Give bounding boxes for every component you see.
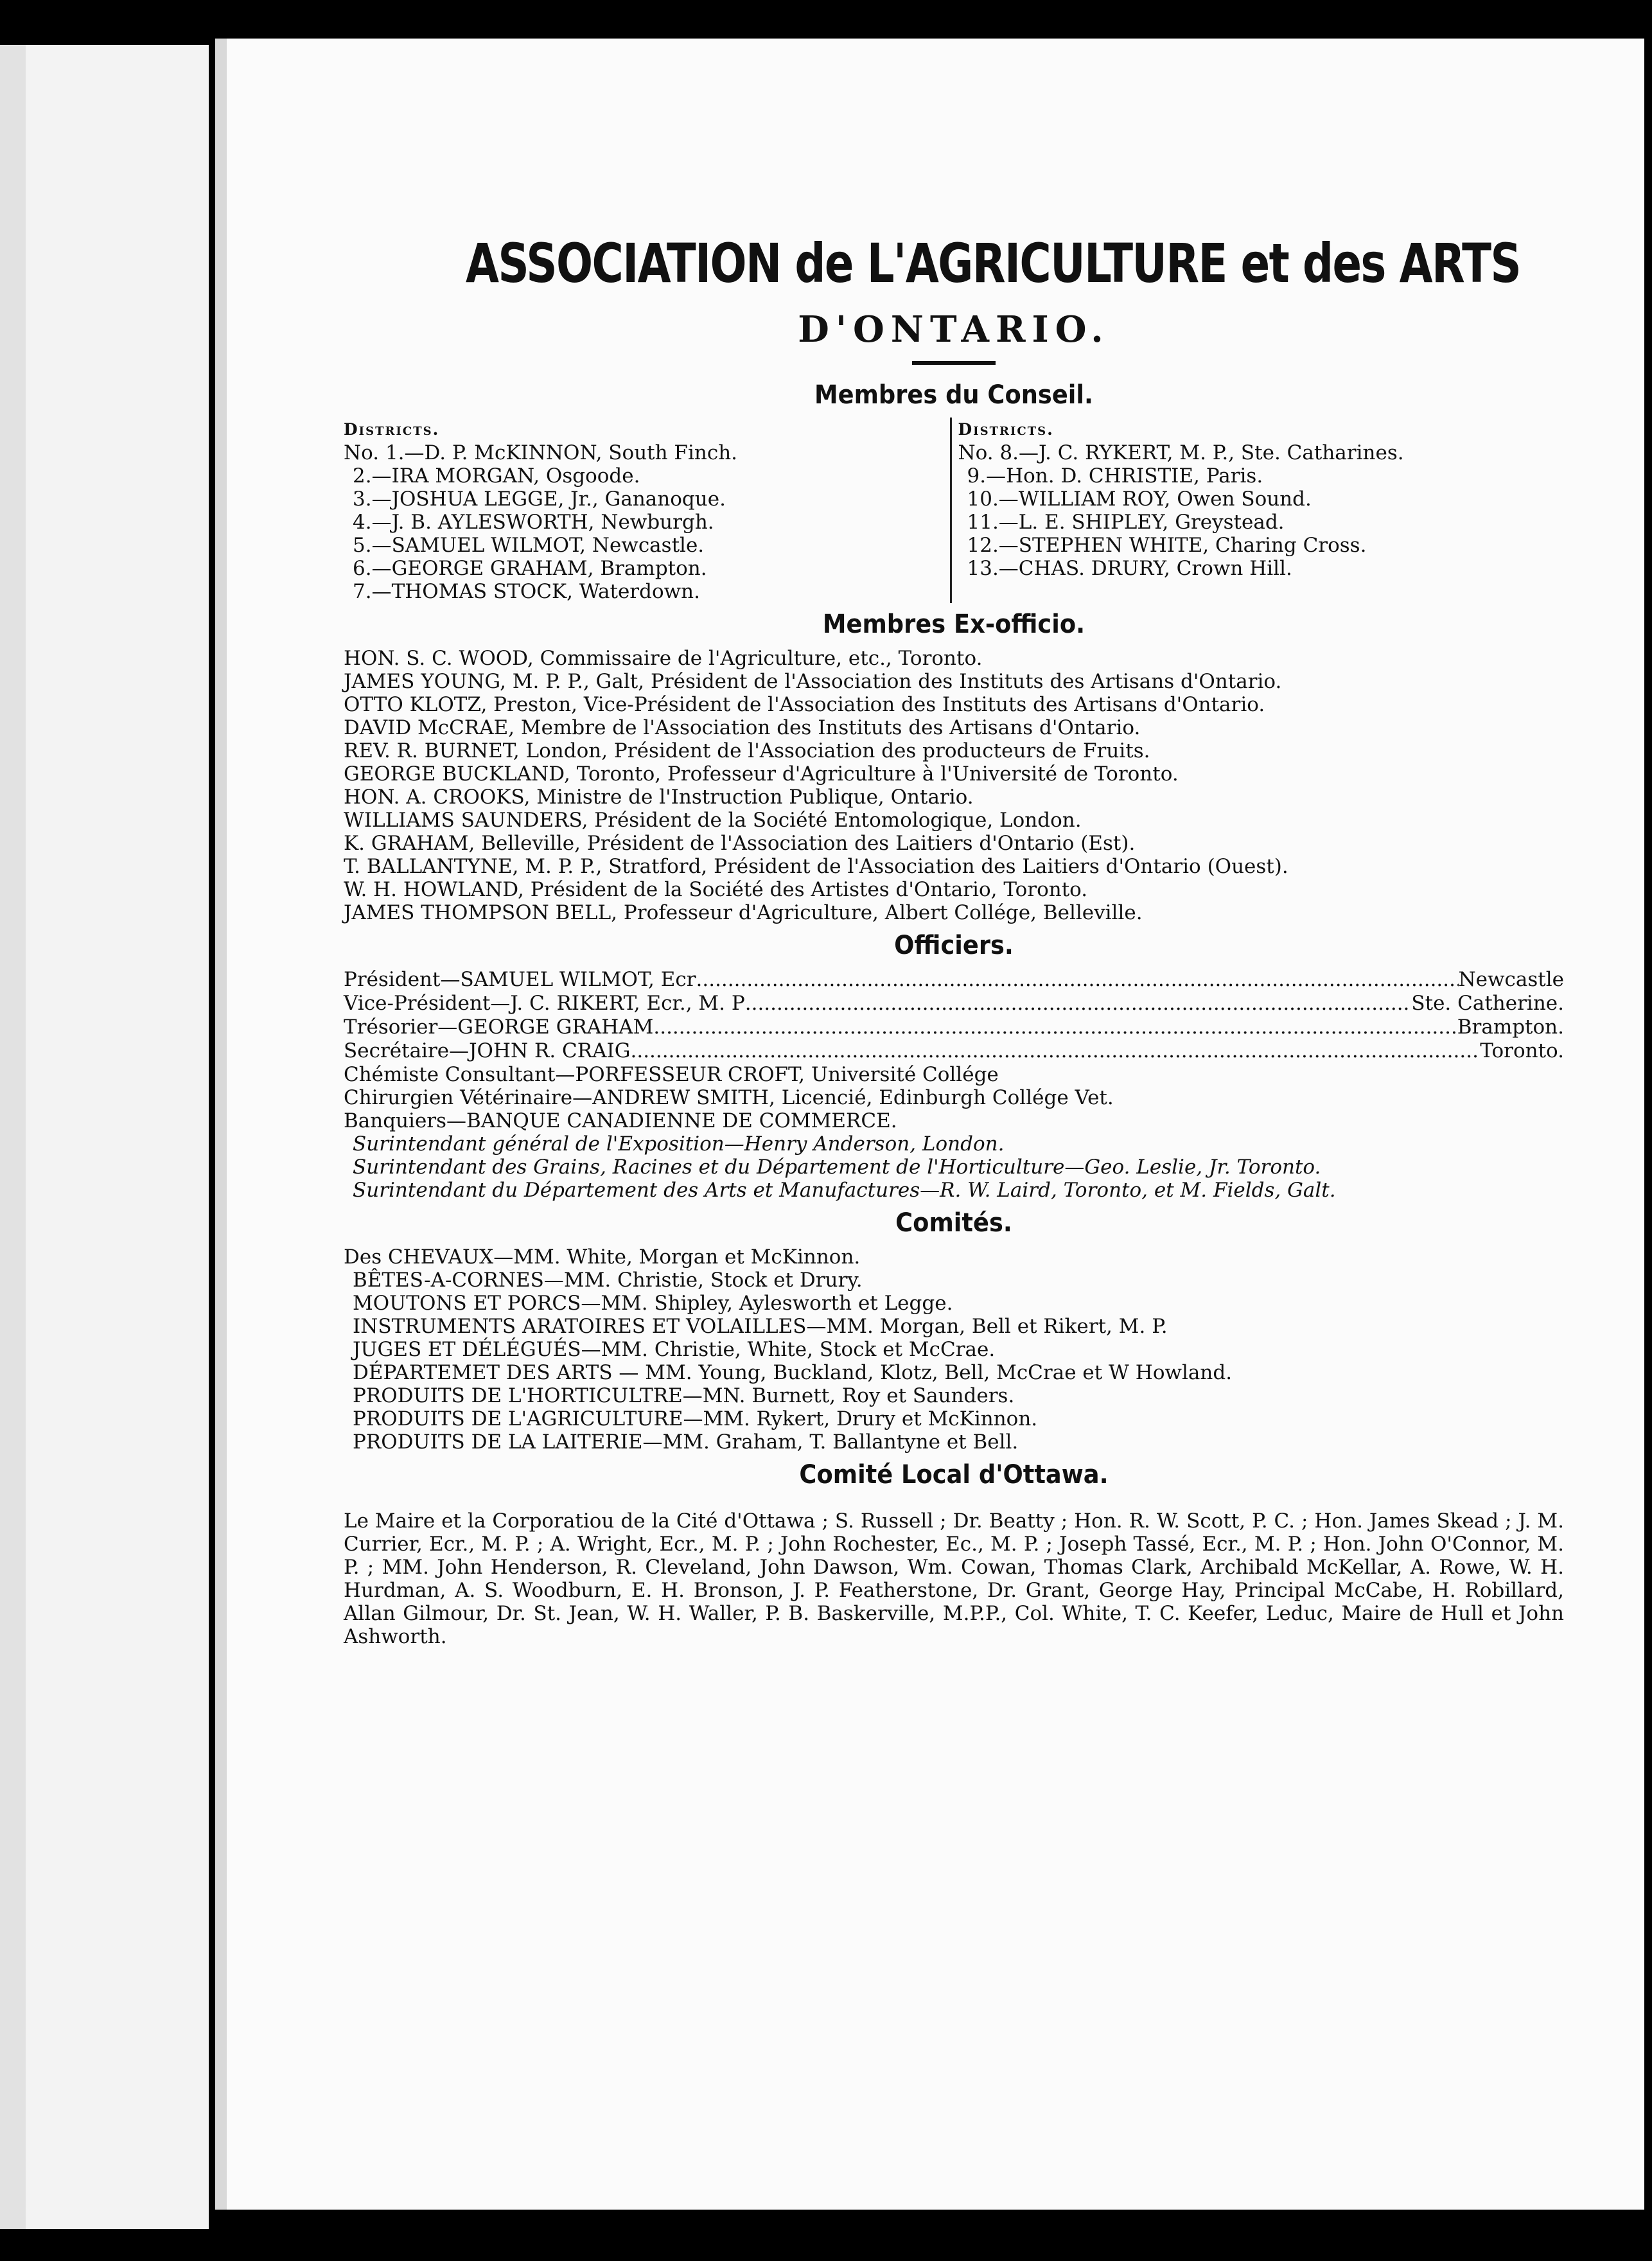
officer-place: Newcastle xyxy=(1458,968,1564,991)
exofficio-entry: REV. R. BURNET, London, Président de l'Association des producteurs de Fruits. xyxy=(344,739,1150,762)
comite-entry: JUGES ET DÉLÉGUÉS—MM. Christie, White, Stock et McCrae. xyxy=(353,1338,996,1361)
officer-place: Ste. Catherine. xyxy=(1411,992,1564,1015)
conseil-entry: No. 8.—J. C. RYKERT, M. P., Ste. Catharines. xyxy=(958,441,1404,464)
comite-entry: PRODUITS DE L'HORTICULTRE—MN. Burnett, Roy et Saunders. xyxy=(353,1384,1015,1407)
exofficio-entry: HON. S. C. WOOD, Commissaire de l'Agriculture, etc., Toronto. xyxy=(344,647,983,670)
officer-label: Président—SAMUEL WILMOT, Ecr xyxy=(344,968,696,991)
districts-label: Districts. xyxy=(958,420,1054,439)
conseil-left-column xyxy=(344,418,950,603)
facing-page xyxy=(0,45,209,2229)
page-title: ASSOCIATION de L'AGRICULTURE et des ARTS xyxy=(466,232,1521,295)
comite-entry: BÊTES-A-CORNES—MM. Christie, Stock et Drury. xyxy=(353,1269,863,1292)
officer-place: Brampton. xyxy=(1457,1016,1564,1039)
officer-place: Toronto. xyxy=(1480,1039,1564,1062)
conseil-entry: 9.—Hon. D. CHRISTIE, Paris. xyxy=(967,464,1263,488)
conseil-entry: 6.—GEORGE GRAHAM, Brampton. xyxy=(353,557,707,580)
districts-label: Districts. xyxy=(344,420,440,439)
exofficio-entry: OTTO KLOTZ, Preston, Vice-Président de l'Association des Instituts des Artisans d'Ontario. xyxy=(344,693,1265,716)
conseil-entry: 10.—WILLIAM ROY, Owen Sound. xyxy=(967,488,1312,511)
conseil-entry: 13.—CHAS. DRURY, Crown Hill. xyxy=(967,557,1292,580)
exofficio-entry: JAMES THOMPSON BELL, Professeur d'Agriculture, Albert Collége, Belleville. xyxy=(344,901,1143,924)
superintendent-entry: Surintendant des Grains, Racines et du Département de l'Horticulture—Geo. Leslie, Jr. Toronto. xyxy=(353,1156,1321,1179)
officer-other: Banquiers—BANQUE CANADIENNE DE COMMERCE. xyxy=(344,1109,897,1132)
exofficio-entry: GEORGE BUCKLAND, Toronto, Professeur d'Agriculture à l'Université de Toronto. xyxy=(344,762,1179,786)
officer-label: Vice-Président—J. C. RIKERT, Ecr., M. P xyxy=(344,992,745,1015)
page-fold xyxy=(215,39,227,2210)
conseil-right-column xyxy=(950,418,1565,603)
conseil-columns xyxy=(344,418,1564,603)
dot-leader xyxy=(696,968,1459,992)
dot-leader xyxy=(745,992,1412,1016)
facing-page-edge xyxy=(0,45,26,2229)
officer-label: Trésorier—GEORGE GRAHAM xyxy=(344,1016,654,1039)
section-heading-officiers: Officiers. xyxy=(894,931,1014,960)
document-page xyxy=(215,39,1644,2210)
conseil-entry: 2.—IRA MORGAN, Osgoode. xyxy=(353,464,640,488)
conseil-entry: 7.—THOMAS STOCK, Waterdown. xyxy=(353,580,700,603)
conseil-entry: 3.—JOSHUA LEGGE, Jr., Gananoque. xyxy=(353,488,726,511)
dot-leader xyxy=(631,1039,1481,1063)
officer-row xyxy=(344,1039,1564,1063)
section-heading-conseil: Membres du Conseil. xyxy=(814,380,1094,410)
exofficio-entry: DAVID McCRAE, Membre de l'Association des Instituts des Artisans d'Ontario. xyxy=(344,716,1141,739)
comite-entry: PRODUITS DE L'AGRICULTURE—MM. Rykert, Drury et McKinnon. xyxy=(353,1407,1038,1430)
exofficio-entry: W. H. HOWLAND, Président de la Société des Artistes d'Ontario, Toronto. xyxy=(344,878,1088,901)
page-content xyxy=(344,231,1564,1668)
section-heading-local: Comité Local d'Ottawa. xyxy=(799,1460,1109,1490)
officer-other: Chirurgien Vétérinaire—ANDREW SMITH, Licencié, Edinburgh Collége Vet. xyxy=(344,1086,1114,1109)
title-rule xyxy=(912,361,996,365)
dot-leader xyxy=(653,1016,1457,1039)
officer-other: Chémiste Consultant—PORFESSEUR CROFT, Université Collége xyxy=(344,1063,999,1086)
section-heading-exofficio: Membres Ex-officio. xyxy=(822,610,1085,639)
officer-row xyxy=(344,968,1564,992)
local-committee-text: Le Maire et la Corporatiou de la Cité d'Ottawa ; S. Russell ; Dr. Beatty ; Hon. R. W. Scott, P. C. ; Hon. James Skead ; J. M. Currier, Ecr., M. P. ; A. Wright, Ecr., M. P. ; John Rochester, Ec., M. P. ; Joseph Tassé, Ecr., M. P. ; Hon. John O'Connor, M. P. ; MM. John Henderson, R. Cleveland, John Dawson, Wm. Cowan, Thomas Clark, Archibald McKellar, A. Rowe, W. H. Hurdman, A. S. Woodburn, E. H. Bronson, J. P. Featherstone, Dr. Grant, George Hay, Principal McCabe, H. Robillard, Allan Gilmour, Dr. St. Jean, W. H. Waller, P. B. Baskerville, M.P.P., Col. White, T. C. Keefer, Leduc, Maire de Hull et John Ashworth. xyxy=(344,1509,1564,1648)
comite-entry: Des CHEVAUX—MM. White, Morgan et McKinnon. xyxy=(344,1245,861,1269)
exofficio-entry: K. GRAHAM, Belleville, Président de l'Association des Laitiers d'Ontario (Est). xyxy=(344,832,1136,855)
officer-row xyxy=(344,992,1564,1016)
page-subtitle: D'ONTARIO. xyxy=(798,308,1110,351)
conseil-entry: 12.—STEPHEN WHITE, Charing Cross. xyxy=(967,534,1367,557)
comite-entry: MOUTONS ET PORCS—MM. Shipley, Aylesworth et Legge. xyxy=(353,1292,953,1315)
comite-entry: PRODUITS DE LA LAITERIE—MM. Graham, T. Ballantyne et Bell. xyxy=(353,1430,1019,1454)
exofficio-entry: HON. A. CROOKS, Ministre de l'Instruction Publique, Ontario. xyxy=(344,786,974,809)
officer-row xyxy=(344,1016,1564,1039)
section-heading-comites: Comités. xyxy=(895,1208,1012,1238)
conseil-entry: 5.—SAMUEL WILMOT, Newcastle. xyxy=(353,534,705,557)
conseil-entry: 4.—J. B. AYLESWORTH, Newburgh. xyxy=(353,511,714,534)
conseil-entry: 11.—L. E. SHIPLEY, Greystead. xyxy=(967,511,1285,534)
comite-entry: INSTRUMENTS ARATOIRES ET VOLAILLES—MM. Morgan, Bell et Rikert, M. P. xyxy=(353,1315,1168,1338)
comite-entry: DÉPARTEMET DES ARTS — MM. Young, Buckland, Klotz, Bell, McCrae et W Howland. xyxy=(353,1361,1233,1384)
superintendent-entry: Surintendant général de l'Exposition—Henry Anderson, London. xyxy=(353,1132,1005,1156)
exofficio-entry: JAMES YOUNG, M. P. P., Galt, Président de l'Association des Instituts des Artisans d'Ontario. xyxy=(344,670,1282,693)
officer-label: Secrétaire—JOHN R. CRAIG xyxy=(344,1039,631,1062)
superintendent-entry: Surintendant du Département des Arts et Manufactures—R. W. Laird, Toronto, et M. Fields, Galt. xyxy=(353,1179,1336,1202)
conseil-entry: No. 1.—D. P. McKINNON, South Finch. xyxy=(344,441,738,464)
exofficio-entry: T. BALLANTYNE, M. P. P., Stratford, Président de l'Association des Laitiers d'Ontario (Ouest). xyxy=(344,855,1288,878)
exofficio-entry: WILLIAMS SAUNDERS, Président de la Société Entomologique, London. xyxy=(344,809,1082,832)
